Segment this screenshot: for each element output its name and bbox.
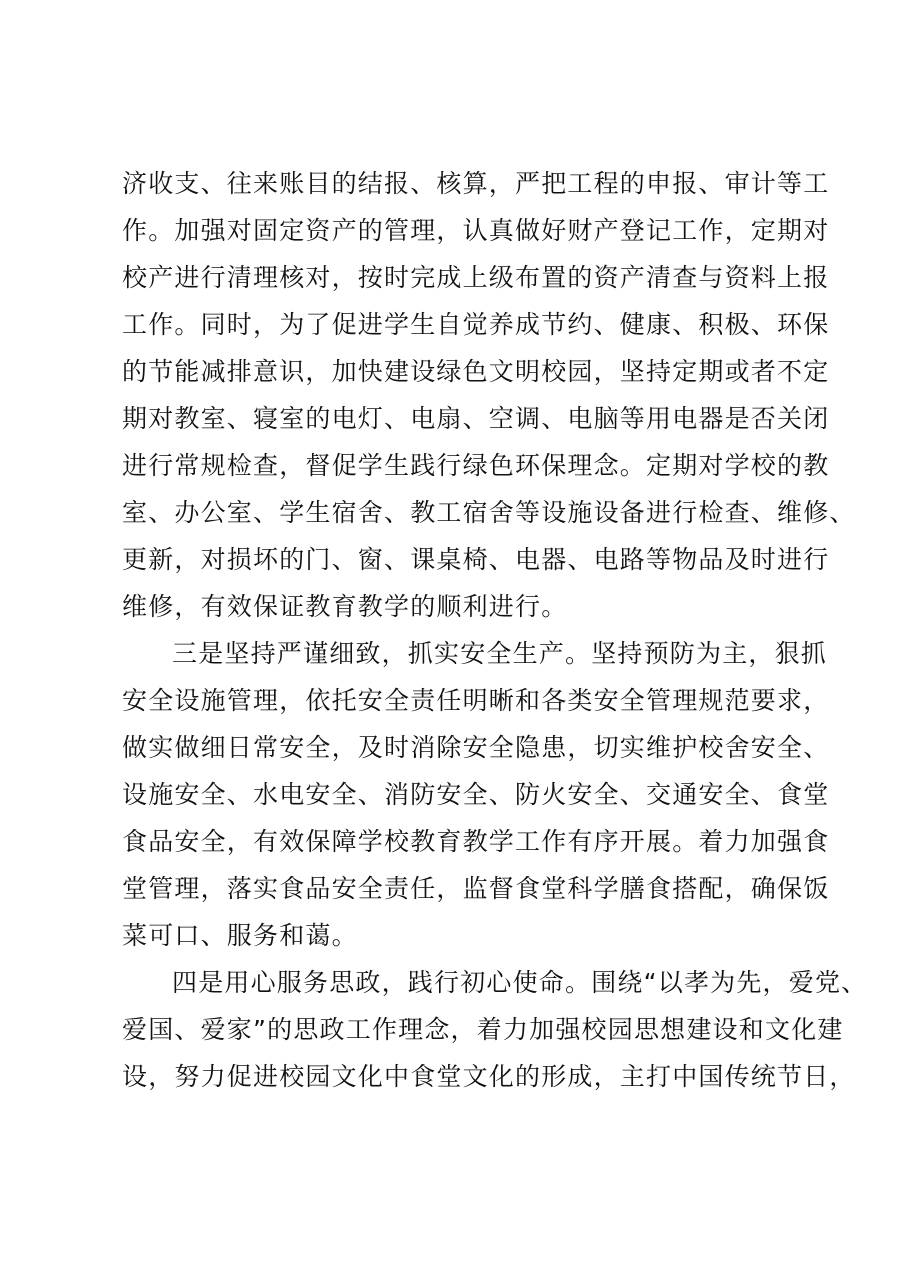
text-line: 做实做细日常安全，及时消除安全隐患，切实维护校舍安全、 <box>122 733 830 762</box>
text-line: 校产进行清理核对，按时完成上级布置的资产清查与资料上报 <box>122 263 830 292</box>
text-line: 食品安全，有效保障学校教育教学工作有序开展。着力加强食 <box>122 827 830 856</box>
text-line: 济收支、往来账目的结报、核算，严把工程的申报、审计等工 <box>122 169 830 198</box>
text-line: 安全设施管理，依托安全责任明晰和各类安全管理规范要求， <box>122 686 830 715</box>
text-line: 的节能减排意识，加快建设绿色文明校园，坚持定期或者不定 <box>122 357 830 386</box>
text-line: 设施安全、水电安全、消防安全、防火安全、交通安全、食堂 <box>122 780 830 809</box>
text-line: 更新，对损坏的门、窗、课桌椅、电器、电路等物品及时进行 <box>122 545 830 574</box>
paragraph-start-line: 三是坚持严谨细致，抓实安全生产。坚持预防为主，狠抓 <box>172 639 828 668</box>
text-line: 进行常规检查，督促学生践行绿色环保理念。定期对学校的教 <box>122 451 830 480</box>
text-line: 作。加强对固定资产的管理，认真做好财产登记工作，定期对 <box>122 216 830 245</box>
paragraph-start-line: 四是用心服务思政，践行初心使命。围绕“以孝为先，爱党、 <box>172 968 868 997</box>
text-line: 期对教室、寝室的电灯、电扇、空调、电脑等用电器是否关闭 <box>122 404 830 433</box>
text-line: 爱国、爱家”的思政工作理念，着力加强校园思想建设和文化建 <box>122 1015 844 1044</box>
text-line: 菜可口、服务和蔼。 <box>122 921 358 950</box>
text-line: 设，努力促进校园文化中食堂文化的形成，主打中国传统节日， <box>122 1062 856 1091</box>
text-line: 堂管理，落实食品安全责任，监督食堂科学膳食搭配，确保饭 <box>122 874 830 903</box>
text-line: 维修，有效保证教育教学的顺利进行。 <box>122 592 568 621</box>
document-body <box>122 160 868 1100</box>
text-line: 室、办公室、学生宿舍、教工宿舍等设施设备进行检查、维修、 <box>122 498 856 527</box>
text-line: 工作。同时，为了促进学生自觉养成节约、健康、积极、环保 <box>122 310 830 339</box>
